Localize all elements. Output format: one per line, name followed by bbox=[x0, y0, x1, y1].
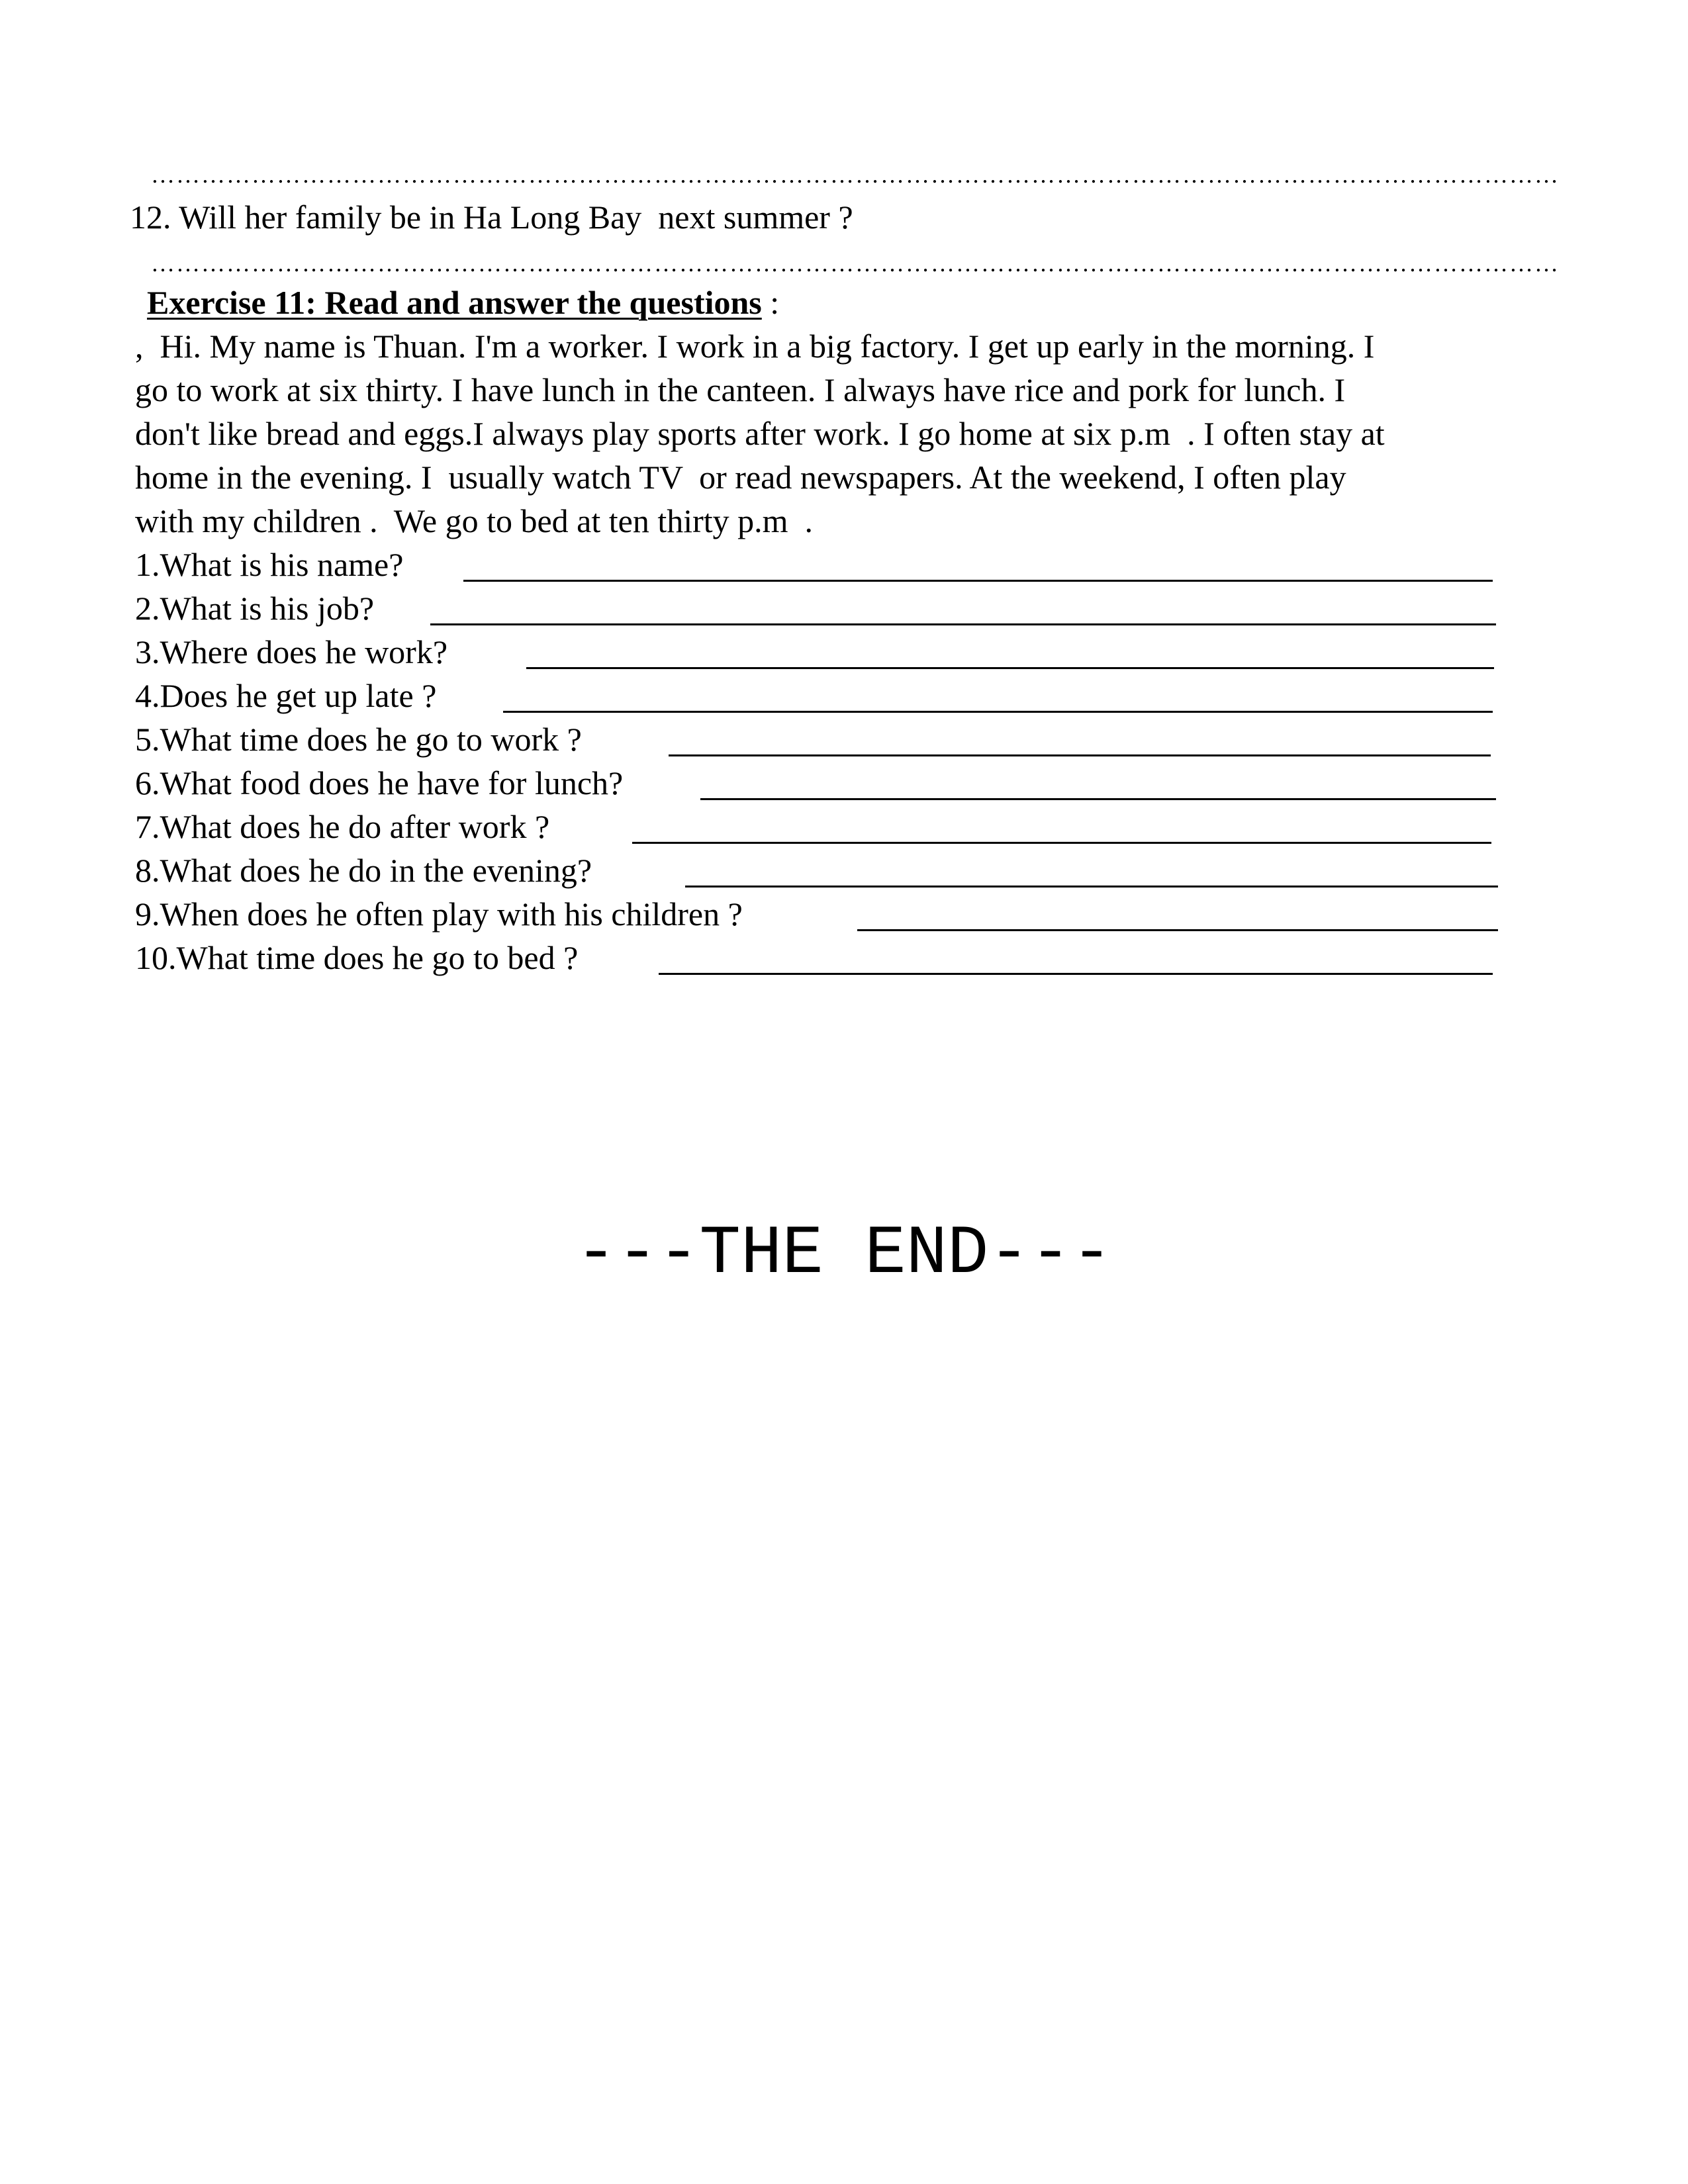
answer-blank[interactable] bbox=[857, 929, 1498, 931]
question-row bbox=[135, 543, 403, 586]
answer-blank[interactable] bbox=[669, 754, 1491, 756]
question-row bbox=[135, 717, 582, 761]
question-text: 8.What does he do in the evening? bbox=[135, 852, 592, 889]
answer-blank[interactable] bbox=[659, 973, 1493, 975]
answer-blank[interactable] bbox=[632, 842, 1491, 844]
question-text: 7.What does he do after work ? bbox=[135, 808, 550, 845]
exercise-heading-title: Exercise 11: Read and answer the questions bbox=[147, 284, 762, 321]
question-text: 2.What is his job? bbox=[135, 590, 375, 627]
passage-line: with my children . We go to bed at ten thirty p.m . bbox=[135, 502, 814, 539]
answer-blank[interactable] bbox=[685, 886, 1498, 887]
question-text: 9.When does he often play with his children ? bbox=[135, 895, 743, 933]
answer-blank[interactable] bbox=[503, 711, 1493, 713]
answer-blank[interactable] bbox=[700, 798, 1496, 800]
the-end-footer: ---THE END--- bbox=[575, 1215, 1113, 1293]
question-text: 10.What time does he go to bed ? bbox=[135, 939, 579, 976]
question-row bbox=[135, 936, 578, 979]
question-row bbox=[135, 674, 436, 717]
question-text: 5.What time does he go to work ? bbox=[135, 721, 582, 758]
answer-blank[interactable] bbox=[526, 667, 1494, 669]
question-text: 4.Does he get up late ? bbox=[135, 677, 437, 714]
answer-blank[interactable] bbox=[430, 623, 1496, 625]
question-text: 1.What is his name? bbox=[135, 546, 404, 583]
passage-line: don't like bread and eggs.I always play sports after work. I go home at six p.m . I often stay at bbox=[135, 415, 1385, 452]
question-row bbox=[135, 761, 623, 805]
question-row bbox=[135, 630, 447, 674]
question-row bbox=[135, 892, 743, 936]
passage-line: home in the evening. I usually watch TV or read newspapers. At the weekend, I often play bbox=[135, 459, 1346, 496]
exercise-heading bbox=[147, 281, 779, 324]
exercise-heading-colon: : bbox=[761, 284, 780, 321]
answer-blank[interactable] bbox=[463, 580, 1493, 582]
question-row bbox=[135, 848, 592, 892]
question-text: 3.Where does he work? bbox=[135, 633, 448, 670]
answer-dotted-line: …………………………………………………………………………………………………………………………………………………… bbox=[151, 161, 1560, 188]
passage-line: go to work at six thirty. I have lunch in the canteen. I always have rice and pork for lunch. I bbox=[135, 371, 1346, 408]
question-row bbox=[135, 805, 549, 848]
question-text: 6.What food does he have for lunch? bbox=[135, 764, 624, 801]
question-row bbox=[135, 586, 374, 630]
question-12: 12. Will her family be in Ha Long Bay next summer ? bbox=[130, 199, 853, 236]
answer-dotted-line: …………………………………………………………………………………………………………………………………………………… bbox=[151, 250, 1560, 277]
passage-line: , Hi. My name is Thuan. I'm a worker. I work in a big factory. I get up early in the morning. I bbox=[135, 328, 1375, 365]
